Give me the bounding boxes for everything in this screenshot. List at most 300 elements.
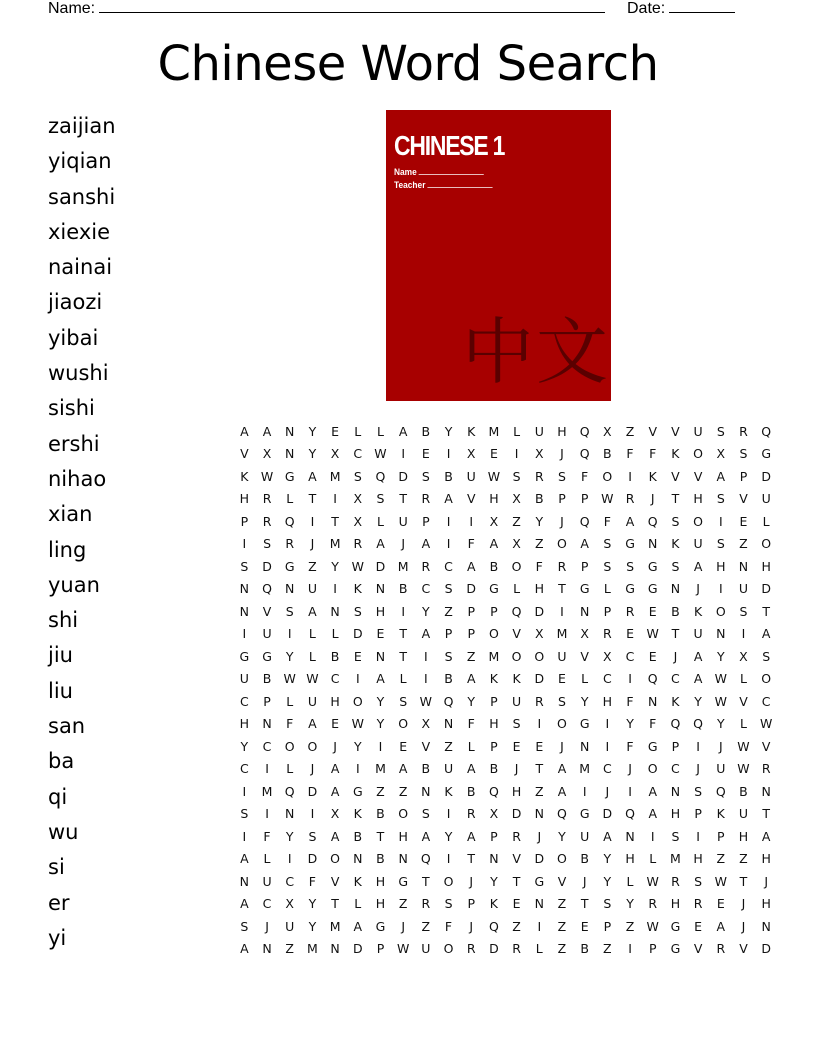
grid-cell[interactable]: T	[399, 648, 407, 664]
grid-cell[interactable]: E	[558, 671, 566, 687]
grid-cell[interactable]: S	[694, 783, 703, 799]
grid-cell[interactable]: R	[625, 603, 635, 619]
grid-cell[interactable]: R	[421, 896, 431, 912]
grid-cell[interactable]: M	[397, 558, 409, 574]
grid-cell[interactable]: N	[489, 851, 499, 867]
grid-cell[interactable]: Z	[376, 783, 385, 799]
grid-cell[interactable]: P	[467, 626, 475, 642]
grid-cell[interactable]: Q	[420, 851, 431, 867]
grid-cell[interactable]: W	[306, 671, 319, 687]
grid-cell[interactable]: I	[287, 626, 292, 642]
grid-cell[interactable]: P	[467, 896, 475, 912]
grid-cell[interactable]: A	[308, 468, 317, 484]
grid-cell[interactable]: K	[353, 581, 362, 597]
grid-cell[interactable]: Q	[579, 423, 590, 439]
grid-cell[interactable]: C	[671, 761, 680, 777]
grid-cell[interactable]: Z	[557, 941, 567, 957]
grid-cell[interactable]: S	[671, 828, 680, 844]
grid-cell[interactable]: G	[625, 536, 635, 552]
grid-cell[interactable]: X	[466, 446, 476, 462]
grid-cell[interactable]: B	[489, 558, 499, 574]
grid-cell[interactable]: L	[581, 671, 589, 687]
grid-cell[interactable]: A	[421, 828, 431, 844]
grid-cell[interactable]: H	[375, 873, 386, 889]
grid-cell[interactable]: U	[285, 918, 295, 934]
grid-cell[interactable]: V	[580, 648, 589, 664]
grid-cell[interactable]: T	[422, 873, 430, 889]
grid-cell[interactable]: A	[693, 648, 703, 664]
grid-cell[interactable]: Z	[444, 738, 453, 754]
grid-cell[interactable]: S	[671, 513, 680, 529]
grid-cell[interactable]: Z	[557, 918, 567, 934]
grid-cell[interactable]: A	[625, 513, 635, 529]
grid-cell[interactable]: S	[512, 468, 521, 484]
grid-cell[interactable]: R	[466, 806, 476, 822]
grid-cell[interactable]: J	[560, 513, 564, 529]
grid-cell[interactable]: O	[693, 513, 704, 529]
grid-cell[interactable]: I	[537, 716, 542, 732]
grid-cell[interactable]: Z	[398, 896, 408, 912]
grid-cell[interactable]: P	[717, 828, 725, 844]
grid-cell[interactable]: F	[444, 918, 453, 934]
grid-cell[interactable]: P	[444, 626, 453, 642]
grid-cell[interactable]: V	[671, 423, 680, 439]
grid-cell[interactable]: F	[649, 716, 657, 732]
grid-cell[interactable]: I	[582, 783, 587, 799]
grid-cell[interactable]: Y	[376, 693, 385, 709]
grid-cell[interactable]: C	[285, 873, 295, 889]
grid-cell[interactable]: L	[467, 738, 475, 754]
grid-cell[interactable]: Q	[761, 423, 772, 439]
grid-cell[interactable]: L	[513, 581, 521, 597]
grid-cell[interactable]: D	[602, 806, 613, 822]
grid-cell[interactable]: H	[489, 716, 499, 732]
grid-cell[interactable]: I	[446, 513, 451, 529]
grid-cell[interactable]: C	[602, 761, 612, 777]
grid-cell[interactable]: I	[265, 761, 269, 777]
grid-cell[interactable]: N	[353, 851, 363, 867]
grid-cell[interactable]: G	[670, 941, 681, 957]
grid-cell[interactable]: D	[375, 558, 386, 574]
grid-cell[interactable]: V	[693, 468, 703, 484]
grid-cell[interactable]: H	[761, 896, 771, 912]
grid-cell[interactable]: Z	[398, 783, 408, 799]
grid-cell[interactable]: K	[353, 806, 362, 822]
grid-cell[interactable]: X	[489, 513, 499, 529]
grid-cell[interactable]: S	[603, 896, 612, 912]
grid-cell[interactable]: L	[354, 896, 362, 912]
grid-cell[interactable]: D	[398, 468, 408, 484]
grid-cell[interactable]: U	[580, 828, 590, 844]
name-blank-line[interactable]	[99, 0, 605, 13]
grid-cell[interactable]: U	[716, 761, 726, 777]
grid-cell[interactable]: G	[534, 873, 545, 889]
grid-cell[interactable]: K	[240, 468, 249, 484]
grid-cell[interactable]: X	[330, 806, 340, 822]
grid-cell[interactable]: V	[421, 738, 431, 754]
grid-cell[interactable]: O	[534, 648, 545, 664]
grid-cell[interactable]: X	[580, 626, 589, 642]
grid-cell[interactable]: S	[716, 491, 725, 507]
grid-cell[interactable]: S	[399, 693, 408, 709]
grid-cell[interactable]: I	[741, 626, 746, 642]
grid-cell[interactable]: G	[375, 918, 386, 934]
grid-cell[interactable]: T	[376, 828, 385, 844]
grid-cell[interactable]: I	[628, 941, 632, 957]
grid-cell[interactable]: F	[467, 536, 475, 552]
grid-cell[interactable]: Z	[716, 851, 726, 867]
grid-cell[interactable]: P	[490, 693, 498, 709]
grid-cell[interactable]: P	[490, 603, 498, 619]
grid-cell[interactable]: W	[646, 918, 659, 934]
grid-cell[interactable]: Q	[488, 918, 499, 934]
grid-cell[interactable]: N	[285, 581, 295, 597]
grid-cell[interactable]: X	[603, 648, 612, 664]
grid-cell[interactable]: M	[329, 536, 341, 552]
grid-cell[interactable]: Q	[579, 513, 590, 529]
grid-cell[interactable]: C	[421, 581, 431, 597]
grid-cell[interactable]: N	[262, 941, 272, 957]
grid-cell[interactable]: V	[739, 941, 748, 957]
grid-cell[interactable]: P	[671, 738, 680, 754]
grid-cell[interactable]: A	[716, 918, 726, 934]
grid-cell[interactable]: A	[240, 423, 249, 439]
grid-cell[interactable]: J	[310, 536, 315, 552]
grid-cell[interactable]: E	[512, 896, 521, 912]
grid-cell[interactable]: P	[694, 806, 702, 822]
grid-cell[interactable]: S	[716, 423, 725, 439]
grid-cell[interactable]: L	[762, 513, 770, 529]
grid-cell[interactable]: H	[375, 896, 386, 912]
grid-cell[interactable]: N	[330, 603, 340, 619]
grid-cell[interactable]: W	[646, 873, 659, 889]
grid-cell[interactable]: L	[286, 761, 294, 777]
grid-cell[interactable]: K	[671, 693, 680, 709]
grid-cell[interactable]: G	[579, 716, 590, 732]
grid-cell[interactable]: A	[421, 626, 431, 642]
grid-cell[interactable]: I	[628, 468, 632, 484]
grid-cell[interactable]: A	[421, 536, 431, 552]
grid-cell[interactable]: P	[558, 491, 566, 507]
grid-cell[interactable]: Y	[444, 828, 453, 844]
grid-cell[interactable]: L	[376, 423, 384, 439]
grid-cell[interactable]: D	[307, 783, 318, 799]
grid-cell[interactable]: E	[376, 626, 385, 642]
grid-cell[interactable]: W	[714, 873, 727, 889]
grid-cell[interactable]: G	[647, 581, 658, 597]
grid-cell[interactable]: M	[329, 918, 341, 934]
grid-cell[interactable]: S	[376, 491, 385, 507]
grid-cell[interactable]: E	[421, 446, 430, 462]
grid-cell[interactable]: B	[466, 783, 476, 799]
grid-cell[interactable]: Y	[285, 828, 294, 844]
grid-cell[interactable]: O	[715, 603, 726, 619]
grid-cell[interactable]: O	[307, 738, 318, 754]
grid-cell[interactable]: G	[489, 581, 499, 597]
grid-cell[interactable]: P	[648, 941, 657, 957]
grid-cell[interactable]: I	[265, 806, 269, 822]
grid-cell[interactable]: V	[240, 446, 249, 462]
grid-cell[interactable]: I	[446, 851, 451, 867]
grid-cell[interactable]: Y	[422, 603, 430, 619]
grid-cell[interactable]: Q	[625, 806, 635, 822]
grid-cell[interactable]: T	[535, 761, 544, 777]
grid-cell[interactable]: T	[580, 896, 589, 912]
grid-cell[interactable]: J	[764, 873, 768, 889]
grid-cell[interactable]: O	[284, 738, 295, 754]
grid-cell[interactable]: W	[714, 693, 727, 709]
grid-cell[interactable]: O	[557, 851, 567, 867]
grid-cell[interactable]: M	[579, 761, 591, 777]
grid-cell[interactable]: I	[242, 626, 247, 642]
grid-cell[interactable]: D	[352, 941, 363, 957]
grid-cell[interactable]: W	[714, 671, 727, 687]
grid-cell[interactable]: D	[761, 468, 771, 484]
grid-cell[interactable]: Z	[534, 536, 544, 552]
grid-cell[interactable]: A	[308, 603, 317, 619]
grid-cell[interactable]: Y	[444, 423, 453, 439]
grid-cell[interactable]: R	[534, 468, 544, 484]
grid-cell[interactable]: S	[240, 806, 249, 822]
grid-cell[interactable]: B	[444, 671, 453, 687]
grid-cell[interactable]: Q	[284, 513, 295, 529]
grid-cell[interactable]: S	[716, 536, 725, 552]
grid-cell[interactable]: N	[262, 716, 272, 732]
grid-cell[interactable]: B	[444, 468, 453, 484]
grid-cell[interactable]: L	[603, 581, 611, 597]
grid-cell[interactable]: J	[628, 761, 632, 777]
grid-cell[interactable]: Z	[739, 851, 748, 867]
grid-cell[interactable]: A	[308, 716, 317, 732]
grid-cell[interactable]: I	[310, 806, 315, 822]
grid-cell[interactable]: B	[671, 603, 680, 619]
grid-cell[interactable]: J	[310, 761, 315, 777]
grid-cell[interactable]: H	[489, 491, 499, 507]
grid-cell[interactable]: T	[308, 491, 317, 507]
grid-cell[interactable]: K	[353, 873, 362, 889]
grid-cell[interactable]: J	[469, 918, 474, 934]
grid-cell[interactable]: Y	[490, 873, 498, 889]
grid-cell[interactable]: T	[512, 873, 521, 889]
grid-cell[interactable]: O	[398, 806, 409, 822]
grid-cell[interactable]: Z	[534, 783, 544, 799]
grid-cell[interactable]: A	[240, 896, 249, 912]
grid-cell[interactable]: P	[263, 693, 271, 709]
grid-cell[interactable]: J	[401, 536, 405, 552]
grid-cell[interactable]: P	[490, 828, 498, 844]
grid-cell[interactable]: H	[625, 851, 635, 867]
grid-cell[interactable]: I	[333, 581, 337, 597]
grid-cell[interactable]: O	[398, 716, 409, 732]
grid-cell[interactable]: I	[718, 581, 723, 597]
grid-cell[interactable]: Y	[331, 558, 339, 574]
grid-cell[interactable]: E	[739, 513, 748, 529]
grid-cell[interactable]: O	[443, 941, 454, 957]
grid-cell[interactable]: J	[560, 446, 564, 462]
grid-cell[interactable]: X	[330, 446, 340, 462]
grid-cell[interactable]: E	[648, 603, 657, 619]
grid-cell[interactable]: I	[333, 491, 337, 507]
grid-cell[interactable]: V	[761, 738, 771, 754]
grid-cell[interactable]: I	[446, 536, 451, 552]
grid-cell[interactable]: H	[239, 716, 250, 732]
grid-cell[interactable]: Q	[262, 581, 272, 597]
grid-cell[interactable]: L	[535, 941, 543, 957]
grid-cell[interactable]: B	[421, 761, 431, 777]
grid-cell[interactable]: D	[534, 671, 545, 687]
grid-cell[interactable]: K	[489, 671, 498, 687]
grid-cell[interactable]: A	[761, 828, 771, 844]
grid-cell[interactable]: Q	[693, 716, 704, 732]
grid-cell[interactable]: O	[557, 716, 567, 732]
grid-cell[interactable]: V	[330, 873, 340, 889]
grid-cell[interactable]: G	[579, 806, 590, 822]
grid-cell[interactable]: X	[739, 648, 748, 664]
grid-cell[interactable]: W	[351, 558, 364, 574]
grid-cell[interactable]: A	[353, 918, 363, 934]
grid-cell[interactable]: C	[602, 671, 612, 687]
grid-cell[interactable]: L	[399, 671, 407, 687]
grid-cell[interactable]: B	[489, 761, 499, 777]
grid-cell[interactable]: I	[605, 716, 610, 732]
grid-cell[interactable]: Z	[421, 918, 431, 934]
grid-cell[interactable]: Y	[694, 693, 702, 709]
grid-cell[interactable]: B	[398, 581, 408, 597]
grid-cell[interactable]: B	[376, 851, 385, 867]
grid-cell[interactable]: D	[534, 851, 545, 867]
grid-cell[interactable]: I	[355, 761, 360, 777]
grid-cell[interactable]: J	[696, 761, 700, 777]
grid-cell[interactable]: T	[399, 626, 407, 642]
grid-cell[interactable]: N	[375, 648, 386, 664]
grid-cell[interactable]: R	[761, 761, 771, 777]
grid-cell[interactable]: S	[353, 603, 362, 619]
grid-cell[interactable]: R	[421, 491, 431, 507]
grid-cell[interactable]: U	[421, 941, 431, 957]
grid-cell[interactable]: H	[330, 693, 340, 709]
grid-cell[interactable]: I	[378, 738, 383, 754]
grid-cell[interactable]: P	[467, 603, 475, 619]
grid-cell[interactable]: I	[287, 851, 292, 867]
grid-cell[interactable]: A	[240, 941, 249, 957]
grid-cell[interactable]: A	[398, 761, 408, 777]
grid-cell[interactable]: U	[557, 648, 567, 664]
grid-cell[interactable]: L	[308, 626, 316, 642]
grid-cell[interactable]: N	[398, 851, 408, 867]
grid-cell[interactable]: B	[262, 671, 272, 687]
grid-cell[interactable]: L	[376, 513, 384, 529]
grid-cell[interactable]: A	[240, 851, 249, 867]
grid-cell[interactable]: L	[263, 851, 271, 867]
grid-cell[interactable]: X	[512, 491, 521, 507]
grid-cell[interactable]: I	[650, 828, 655, 844]
grid-cell[interactable]: G	[284, 558, 295, 574]
grid-cell[interactable]: A	[466, 761, 476, 777]
grid-cell[interactable]: K	[489, 896, 498, 912]
grid-cell[interactable]: Q	[443, 693, 454, 709]
grid-cell[interactable]: M	[307, 941, 318, 957]
grid-cell[interactable]: I	[560, 603, 564, 619]
grid-cell[interactable]: F	[626, 738, 634, 754]
grid-cell[interactable]: Y	[308, 896, 317, 912]
grid-cell[interactable]: K	[716, 806, 725, 822]
grid-cell[interactable]: G	[239, 648, 250, 664]
grid-cell[interactable]: H	[761, 558, 771, 574]
grid-cell[interactable]: T	[331, 896, 339, 912]
grid-cell[interactable]: O	[330, 851, 341, 867]
grid-cell[interactable]: O	[443, 873, 454, 889]
grid-cell[interactable]: S	[353, 468, 362, 484]
grid-cell[interactable]: N	[579, 738, 590, 754]
grid-cell[interactable]: H	[716, 558, 726, 574]
grid-cell[interactable]: D	[307, 851, 318, 867]
grid-cell[interactable]: E	[648, 648, 657, 664]
grid-cell[interactable]: H	[557, 423, 567, 439]
grid-cell[interactable]: G	[647, 558, 658, 574]
grid-cell[interactable]: G	[262, 648, 272, 664]
grid-cell[interactable]: O	[352, 693, 363, 709]
grid-cell[interactable]: V	[739, 491, 748, 507]
grid-cell[interactable]: S	[603, 558, 612, 574]
grid-cell[interactable]: E	[353, 648, 362, 664]
grid-cell[interactable]: D	[489, 941, 499, 957]
grid-cell[interactable]: Z	[557, 896, 567, 912]
grid-cell[interactable]: D	[761, 581, 771, 597]
grid-cell[interactable]: N	[285, 806, 295, 822]
grid-cell[interactable]: X	[285, 896, 294, 912]
grid-cell[interactable]: B	[580, 941, 589, 957]
grid-cell[interactable]: P	[580, 491, 589, 507]
grid-cell[interactable]: M	[261, 783, 273, 799]
grid-cell[interactable]: S	[263, 536, 271, 552]
grid-cell[interactable]: I	[310, 513, 315, 529]
grid-cell[interactable]: V	[262, 603, 272, 619]
grid-cell[interactable]: C	[761, 693, 771, 709]
grid-cell[interactable]: S	[603, 536, 612, 552]
grid-cell[interactable]: P	[603, 603, 612, 619]
grid-cell[interactable]: M	[329, 468, 341, 484]
grid-cell[interactable]: Q	[375, 468, 386, 484]
grid-cell[interactable]: I	[355, 671, 360, 687]
grid-cell[interactable]: E	[331, 423, 340, 439]
grid-cell[interactable]: G	[647, 738, 658, 754]
grid-cell[interactable]: W	[737, 738, 750, 754]
grid-cell[interactable]: Y	[716, 648, 725, 664]
date-blank-line[interactable]	[669, 0, 735, 13]
grid-cell[interactable]: I	[469, 513, 474, 529]
grid-cell[interactable]: U	[693, 626, 703, 642]
grid-cell[interactable]: S	[762, 648, 771, 664]
grid-cell[interactable]: T	[762, 806, 770, 822]
grid-cell[interactable]: R	[648, 896, 658, 912]
grid-cell[interactable]: N	[421, 783, 431, 799]
grid-cell[interactable]: Q	[488, 783, 499, 799]
grid-cell[interactable]: A	[262, 423, 272, 439]
grid-cell[interactable]: L	[739, 716, 747, 732]
grid-cell[interactable]: C	[262, 896, 272, 912]
grid-cell[interactable]: G	[398, 873, 408, 889]
grid-cell[interactable]: W	[646, 626, 659, 642]
grid-cell[interactable]: O	[557, 536, 567, 552]
grid-cell[interactable]: J	[741, 918, 746, 934]
grid-cell[interactable]: E	[580, 918, 589, 934]
grid-cell[interactable]: Q	[715, 783, 726, 799]
grid-cell[interactable]: A	[330, 783, 340, 799]
grid-cell[interactable]: M	[375, 761, 386, 777]
grid-cell[interactable]: J	[696, 581, 700, 597]
grid-cell[interactable]: N	[648, 693, 658, 709]
grid-cell[interactable]: Y	[580, 693, 589, 709]
